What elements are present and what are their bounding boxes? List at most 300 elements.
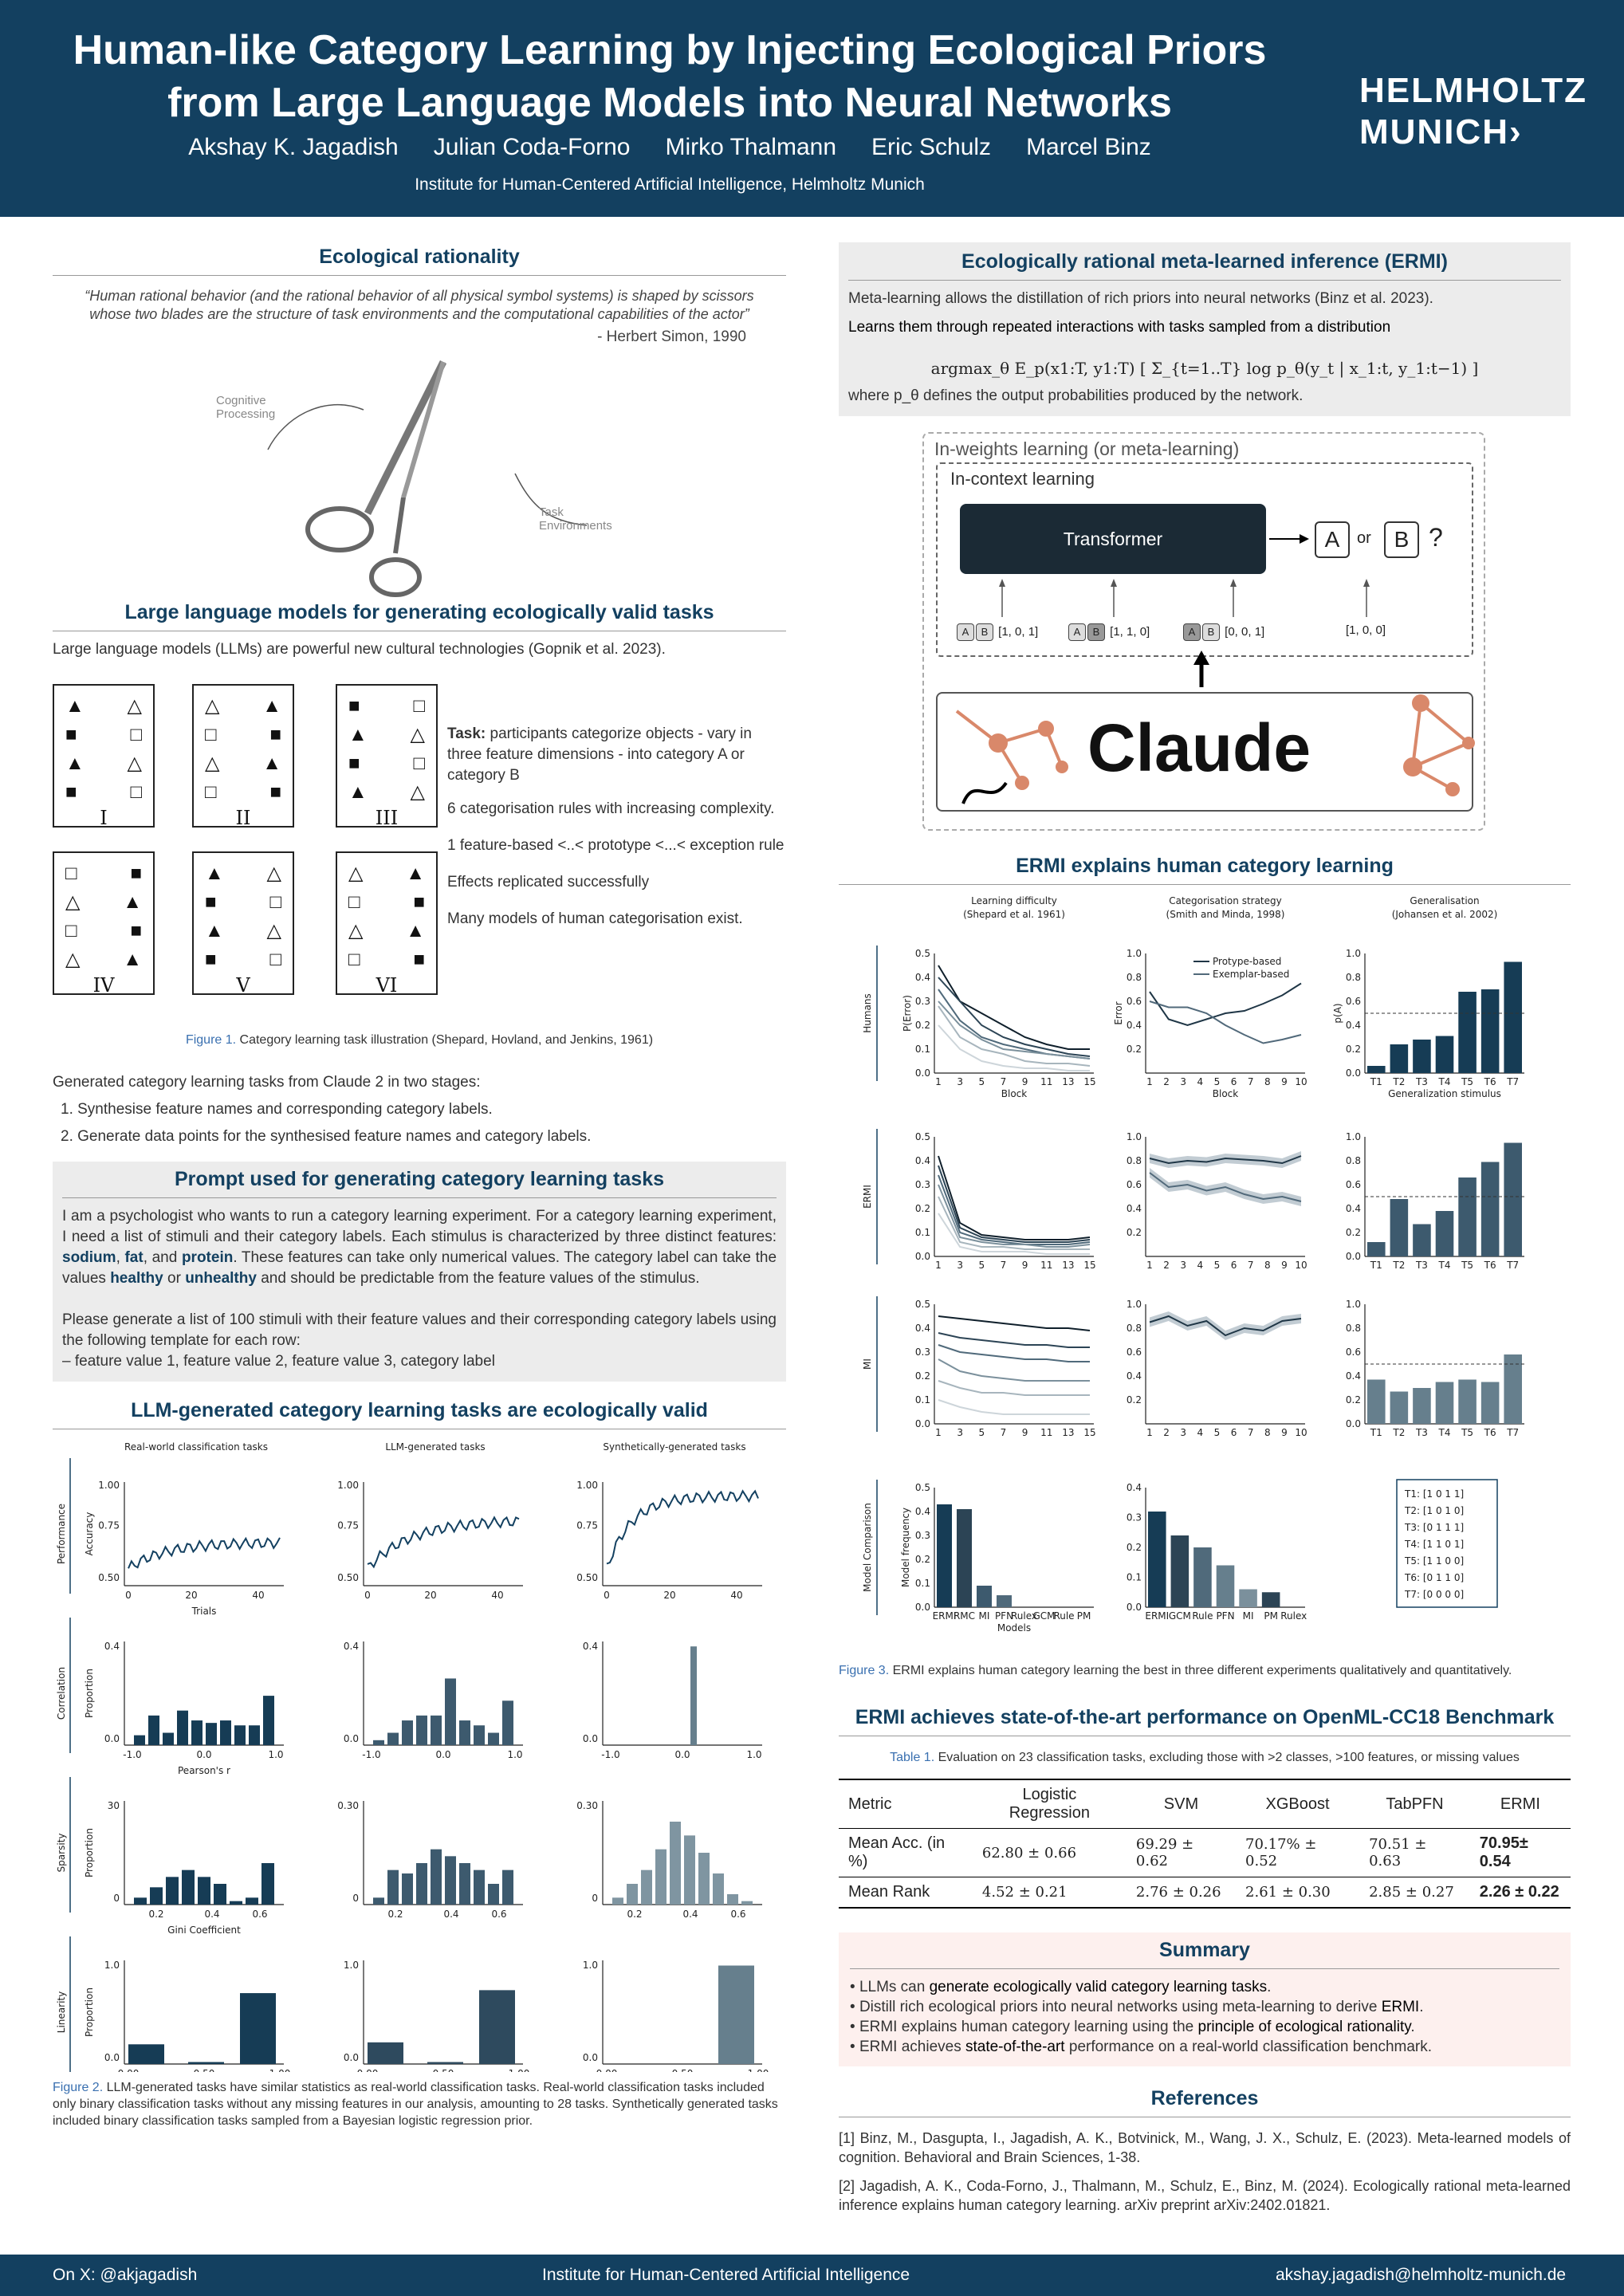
prompt-p1c: and should be predictable from the feature values of the stimulus.	[261, 1270, 700, 1287]
summary-highlight: principle of ecological rationality	[1197, 2019, 1411, 2035]
tick-label: 1.0	[1345, 948, 1361, 959]
tick-label: 0.2	[914, 1203, 930, 1214]
table-cell: 70.95± 0.54	[1479, 1834, 1528, 1870]
label-cognitive: Cognitive Processing	[216, 394, 276, 421]
hist-bar	[234, 1725, 246, 1745]
tick-label: 0.2	[1345, 1227, 1361, 1238]
stimulus-code: T7: [0 0 0 0]	[1405, 1589, 1465, 1600]
task-text: participants categorize objects - vary in three feature dimensions - into category A or category B	[447, 725, 752, 784]
shape-row	[205, 888, 281, 917]
model-tick: GCM	[1168, 1610, 1191, 1622]
ermi-box	[839, 242, 1571, 416]
panel	[344, 1641, 523, 1760]
model-tick: PM	[1076, 1610, 1091, 1622]
shape-icon: □	[205, 781, 217, 803]
tick-label: 0.0	[582, 2052, 598, 2063]
shape-icon: △	[266, 863, 281, 884]
strategy-line	[1150, 1173, 1301, 1201]
tick-label: 0.2	[627, 1909, 643, 1920]
right-column	[839, 231, 1571, 2215]
tick-label: 0.2	[914, 1020, 930, 1031]
shape-icon: □	[269, 891, 281, 913]
table-cell: 69.29 ± 0.62	[1135, 1836, 1194, 1869]
tick-label: T1	[1370, 1076, 1382, 1087]
shape-icon: △	[205, 695, 220, 717]
stimulus-code: T2: [1 0 1 0]	[1405, 1505, 1465, 1516]
summary-item: • Distill rich ecological priors into neural networks using meta-learning to derive ERMI.	[850, 1999, 1424, 2015]
tick-label: 0.75	[337, 1520, 359, 1531]
tick-label: 1	[1146, 1076, 1153, 1087]
architecture-diagram	[839, 432, 1571, 855]
x-label: Trials	[191, 1606, 217, 1617]
section-title-refs: References	[839, 2087, 1571, 2117]
tick-label: 20	[663, 1590, 676, 1601]
poster-title	[32, 24, 1307, 129]
tick-label: T2	[1393, 1260, 1406, 1271]
tick-label: 7	[1247, 1427, 1254, 1438]
reference: [1] Binz, M., Dasgupta, I., Jagadish, A. K., Botvinick, M., Wang, J. X., Schulz, E. (2023). Meta-learned models of cognition. Behavioral and Brain Sciences, 1-38.	[839, 2130, 1571, 2165]
difficulty-line	[938, 1316, 1090, 1331]
table-cell: 2.76 ± 0.26	[1135, 1884, 1221, 1901]
tick-label: 9	[1021, 1427, 1028, 1438]
shape-icon: △	[348, 863, 364, 884]
prompt-p2: Please generate a list of 100 stimuli with their feature values and their corresponding category labels using the following template for each row:	[62, 1311, 777, 1349]
table-1-caption	[839, 1749, 1571, 1766]
hist-bar	[220, 1720, 231, 1745]
tick-label: 0.4	[1126, 1020, 1142, 1031]
shape-icon: □	[65, 920, 77, 942]
tick-label	[672, 2068, 694, 2072]
tick-label: 0.4	[914, 1155, 930, 1166]
hist-bar	[684, 1835, 695, 1905]
tick-label: 0.6	[1126, 996, 1142, 1007]
tick-label: T5	[1461, 1076, 1474, 1087]
tick-label: 0.1	[914, 1578, 930, 1589]
tick-label: 8	[1264, 1076, 1271, 1087]
gen-bar	[1504, 1143, 1522, 1257]
tick-label: T3	[1415, 1427, 1428, 1438]
summary-item: • ERMI explains human category learning using the principle of ecological rationality.	[850, 2019, 1415, 2035]
eco-quote-author: - Herbert Simon, 1990	[597, 328, 746, 345]
tick-label: 0.8	[1126, 1155, 1142, 1166]
tick-label: 9	[1281, 1260, 1288, 1271]
strategy-band	[1150, 1151, 1301, 1168]
footer-email[interactable]: akshay.jagadish@helmholtz-munich.de	[1276, 2266, 1567, 2284]
shape-row	[348, 692, 425, 721]
tick-label: T7	[1507, 1076, 1520, 1087]
difficulty-line	[938, 1185, 1090, 1247]
shape-icon: ■	[65, 724, 77, 745]
shape-icon: ■	[269, 724, 281, 745]
footer-twitter[interactable]: On X: @akjagadish	[53, 2266, 198, 2284]
model-freq-bar	[1148, 1512, 1166, 1607]
shepard-card	[192, 851, 294, 995]
tick-label: T4	[1438, 1427, 1451, 1438]
hist-bar	[670, 1822, 681, 1905]
table-cell: 62.80 ± 0.66	[981, 1844, 1077, 1862]
difficulty-panel	[915, 1299, 1096, 1438]
model-tick: PFN	[994, 1610, 1014, 1622]
summary-box	[839, 1932, 1571, 2066]
gen-bar	[1367, 1380, 1386, 1425]
shape-icon: ■	[348, 753, 360, 774]
tick-label: 0.0	[1126, 1602, 1142, 1613]
author: Julian Coda-Forno	[433, 134, 631, 160]
hist-bar	[134, 1897, 147, 1905]
tick-label: 0.4	[1126, 1370, 1142, 1382]
hist-bar	[150, 1887, 163, 1905]
table-cell: Mean Acc. (in %)	[848, 1834, 946, 1870]
difficulty-line	[938, 1359, 1090, 1381]
difficulty-line	[938, 1175, 1090, 1244]
tick-label: 15	[1083, 1260, 1096, 1271]
gen-bar	[1458, 1177, 1477, 1256]
poster-header	[0, 0, 1624, 217]
tick-label: 0.4	[1345, 1203, 1361, 1214]
tick-label	[509, 2068, 530, 2072]
roman-numeral: II	[235, 807, 251, 829]
shape-row	[65, 946, 142, 974]
linearity-bar	[128, 2044, 164, 2064]
col-title: Real-world classification tasks	[124, 1441, 268, 1453]
table-cell: 70.51 ± 0.63	[1369, 1836, 1427, 1869]
model-tick: ERMI	[1145, 1610, 1170, 1622]
x-label: Gini Coefficient	[167, 1924, 241, 1936]
shape-icon: ▲	[406, 920, 425, 942]
tick-label: 10	[1295, 1260, 1307, 1271]
tick-label: 8	[1264, 1427, 1271, 1438]
tick-label: 40	[252, 1590, 265, 1601]
tick-label: 0.1	[914, 1394, 930, 1406]
hist-bar	[502, 1870, 513, 1905]
tick-label: 9	[1281, 1427, 1288, 1438]
label-healthy: healthy	[110, 1270, 163, 1287]
hist-bar	[627, 1884, 638, 1905]
tick-label: 0.30	[576, 1800, 598, 1811]
gen-bar	[1436, 1036, 1454, 1074]
tick-label: 15	[1083, 1427, 1096, 1438]
section-title-human: ERMI explains human category learning	[839, 855, 1571, 885]
summary-text: .	[1267, 1979, 1272, 1995]
linearity-bar	[368, 2042, 403, 2064]
hist-bar	[373, 1740, 384, 1745]
tick-label: -1.0	[123, 1749, 142, 1760]
tag-b: B	[1202, 623, 1220, 641]
tick-label: -1.0	[601, 1749, 620, 1760]
gen-stage: 1. Synthesise feature names and corresponding category labels.	[61, 1101, 493, 1118]
table-cell: 2.85 ± 0.27	[1369, 1884, 1454, 1901]
gen-bar	[1367, 1242, 1386, 1256]
label-unhealthy: unhealthy	[185, 1270, 257, 1287]
gen-bar	[1390, 1199, 1409, 1256]
tick-label: 0	[592, 1893, 598, 1904]
gen-bar	[1413, 1225, 1431, 1257]
figure-2-caption	[53, 2079, 786, 2129]
col-title: Learning difficulty	[971, 895, 1057, 906]
task-point: Many models of human categorisation exist.	[447, 910, 743, 927]
gen-bar	[1413, 1040, 1431, 1073]
shepard-figure	[53, 684, 786, 1027]
panel	[108, 1800, 284, 1920]
row-label: Correlation	[56, 1666, 67, 1720]
reference: [2] Jagadish, A. K., Coda-Forno, J., Thalmann, M., Schulz, E., Binz, M. (2024). Ecologically rational meta-learned inference explains human category learning. arXiv preprint arXiv:2402.01821.	[839, 2178, 1571, 2213]
model-freq-bar	[1262, 1592, 1280, 1607]
shape-icon: ▲	[262, 753, 281, 774]
shape-row	[205, 859, 281, 888]
title-line-1: Human-like Category Learning by Injecting Ecological Priors	[73, 27, 1267, 73]
ermi-line-1: Meta-learning allows the distillation of rich priors into neural networks (Binz et al. 2023).	[848, 290, 1433, 307]
hist-bar	[163, 1733, 174, 1745]
tick-label: 0.0	[582, 1733, 598, 1744]
y-label: Proportion	[84, 1987, 95, 2037]
table-header: XGBoost	[1236, 1779, 1359, 1829]
model-tick: Rule	[1192, 1610, 1213, 1622]
tick-label: 0.2	[1126, 1394, 1142, 1406]
shape-icon: ■	[269, 781, 281, 803]
stimulus-code: T6: [0 1 1 0]	[1405, 1572, 1465, 1583]
shape-row	[348, 721, 425, 749]
shape-icon: □	[413, 695, 425, 717]
tick-label: 0.0	[674, 1749, 690, 1760]
tick-label: 5	[1213, 1260, 1221, 1271]
strategy-panel	[1113, 948, 1307, 1099]
tick-label: 0.0	[914, 1602, 930, 1613]
tick-label: 0.4	[582, 1641, 598, 1652]
summary-text: Distill rich ecological priors into neural networks using meta-learning to derive	[859, 1999, 1382, 2015]
summary-highlight: state-of-the-art	[965, 2038, 1065, 2055]
stimulus-code: T5: [1 1 0 0]	[1405, 1555, 1465, 1567]
panel	[98, 1480, 284, 1601]
table-cell: 2.26 ± 0.22	[1479, 1883, 1559, 1901]
claude-decoration	[839, 432, 1571, 855]
author: Akshay K. Jagadish	[188, 134, 399, 160]
tick-label: 0.0	[1345, 1418, 1361, 1429]
prompt-p1b: . These features can take only numerical values. The category label can take the values	[62, 1249, 777, 1287]
tick-label: 0.3	[914, 996, 930, 1007]
shape-icon: △	[65, 949, 81, 970]
tick-label: 0.0	[343, 2052, 359, 2063]
ermi-formula	[848, 359, 1561, 378]
hist-bar	[387, 1733, 399, 1745]
model-freq-bar	[937, 1504, 952, 1607]
tick-label: 7	[1000, 1076, 1007, 1087]
tick-label: 40	[491, 1590, 504, 1601]
summary-highlight: ERMI	[1381, 1999, 1420, 2015]
difficulty-line	[938, 965, 1090, 1049]
tick-label: 0.8	[1345, 1323, 1361, 1334]
panel	[337, 1480, 523, 1601]
table-cell: Mean Rank	[848, 1883, 930, 1901]
tick-label: 0.8	[1345, 972, 1361, 983]
author: Eric Schulz	[871, 134, 992, 160]
shape-icon: ▲	[65, 695, 85, 717]
input-value: [1, 0, 0]	[1346, 623, 1386, 637]
tick-label: T3	[1415, 1260, 1428, 1271]
valid-figure	[53, 1434, 786, 2072]
accuracy-line	[607, 1491, 758, 1563]
tick-label: 20	[185, 1590, 198, 1601]
tag-b: B	[1087, 623, 1105, 641]
llm-intro: Large language models (LLMs) are powerful new cultural technologies (Gopnik et al. 2023).	[53, 641, 666, 658]
row-label: Model Comparison	[862, 1503, 873, 1592]
figure-1-text: Category learning task illustration (Shepard, Hovland, and Jenkins, 1961)	[239, 1033, 654, 1047]
tick-label: 5	[1213, 1427, 1221, 1438]
hist-bar	[416, 1863, 427, 1905]
row-label: MI	[862, 1358, 873, 1370]
task-label: Task:	[447, 725, 486, 742]
tick-label: 7	[1247, 1076, 1254, 1087]
tick-label	[596, 2068, 618, 2072]
col-title: Generalisation	[1410, 895, 1480, 906]
gen-bar	[1367, 1066, 1386, 1073]
x-label: Pearson's r	[178, 1765, 230, 1776]
tick-label: 1	[935, 1260, 942, 1271]
hist-bar	[230, 1901, 242, 1905]
panel	[583, 1960, 769, 2072]
tick-label: 0.0	[196, 1749, 212, 1760]
tick-label: T6	[1484, 1260, 1496, 1271]
table-header: Metric	[839, 1779, 973, 1829]
input-value: [1, 0, 1]	[998, 625, 1039, 639]
table-row	[839, 1877, 1571, 1909]
tick-label: 0.4	[104, 1641, 120, 1652]
ermi-line-2: Learns them through repeated interactions with tasks sampled from a distribution	[848, 319, 1391, 336]
hist-bar	[134, 1736, 145, 1745]
hist-bar	[249, 1725, 260, 1745]
tick-label: 13	[1062, 1076, 1075, 1087]
hist-bar	[488, 1884, 499, 1905]
tick-label: 0.6	[252, 1909, 268, 1920]
hist-bar	[741, 1901, 753, 1905]
hist-bar	[474, 1870, 485, 1905]
gen-bar	[1413, 1388, 1431, 1424]
col-ref: (Shepard et al. 1961)	[963, 909, 1065, 920]
tick-label: 0.2	[914, 1370, 930, 1382]
shape-icon: ■	[130, 920, 142, 942]
tick-label: 5	[978, 1427, 985, 1438]
tick-label: 1.0	[1126, 1299, 1142, 1310]
table-cell: 70.17% ± 0.52	[1245, 1836, 1317, 1869]
tick-label: 0.2	[1345, 1394, 1361, 1406]
hist-bar	[641, 1870, 652, 1905]
shape-icon: ▲	[406, 863, 425, 884]
tick-label: 2	[1163, 1260, 1170, 1271]
tick-label: 1.0	[507, 1749, 523, 1760]
accuracy-line	[368, 1517, 519, 1567]
col-ref: (Johansen et al. 2002)	[1391, 909, 1498, 920]
table-cell: 4.52 ± 0.21	[981, 1884, 1068, 1901]
shape-row	[348, 888, 425, 917]
shape-row	[65, 917, 142, 946]
model-tick: MI	[978, 1610, 990, 1622]
panel	[104, 1641, 284, 1760]
tick-label: 0.4	[443, 1909, 459, 1920]
tick-label: 20	[424, 1590, 437, 1601]
tick-label: 1	[1146, 1427, 1153, 1438]
panel	[583, 1641, 762, 1760]
tick-label: 0.4	[682, 1909, 698, 1920]
task-point: 1 feature-based <..< prototype <...< exception rule	[447, 837, 784, 854]
y-label: P(Error)	[902, 995, 913, 1032]
output-or: or	[1357, 529, 1371, 547]
tick-label: 0.5	[914, 1482, 930, 1493]
tick-label: 0.75	[98, 1520, 120, 1531]
shape-row	[205, 749, 281, 778]
prompt-or: or	[167, 1270, 181, 1287]
tick-label: 0.4	[1126, 1482, 1142, 1493]
hist-bar	[214, 1884, 226, 1905]
figure-3-text: ERMI explains human category learning the best in three different experiments qualitatively and quantitatively.	[892, 1664, 1512, 1677]
shape-icon: ▲	[65, 753, 85, 774]
tick-label: 0.4	[1126, 1203, 1142, 1214]
generalisation-panel	[1332, 948, 1524, 1099]
tick-label: 3	[957, 1076, 963, 1087]
tick-label: 1.0	[1126, 948, 1142, 959]
shape-icon: □	[65, 863, 77, 884]
tick-label: 11	[1040, 1260, 1053, 1271]
tick-label: 0.4	[914, 972, 930, 983]
tick-label: 0	[604, 1590, 610, 1601]
shape-row	[348, 917, 425, 946]
tick-label: 40	[730, 1590, 743, 1601]
gen-bar	[1458, 992, 1477, 1073]
model-tick: PFN	[1216, 1610, 1235, 1622]
table-1-text: Evaluation on 23 classification tasks, excluding those with >2 classes, >100 features, or missing values	[938, 1751, 1520, 1764]
tick-label: 0	[113, 1893, 120, 1904]
gen-bar	[1481, 989, 1500, 1073]
hist-bar	[445, 1678, 456, 1745]
figure-3-caption	[839, 1662, 1571, 1679]
summary-text: ERMI explains human category learning using the	[859, 2019, 1198, 2035]
model-freq-bar	[1217, 1566, 1235, 1608]
task-description	[447, 724, 790, 786]
figure-2-text: LLM-generated tasks have similar statistics as real-world classification tasks. Real-world classification tasks included only binary classification tasks without any missing features in our analysis, amounting to 28 tasks. Synthetically generated tasks included binary classification tasks sampled from a Bayesian logistic regression prior.	[53, 2081, 778, 2128]
tick-label: 0.50	[337, 1572, 359, 1583]
tick-label: 3	[957, 1260, 963, 1271]
tick-label: T1	[1370, 1427, 1382, 1438]
tick-label: 5	[978, 1076, 985, 1087]
strategy-panel	[1127, 1131, 1307, 1271]
shape-icon: ■	[413, 891, 425, 913]
shape-row	[205, 778, 281, 807]
gen-intro: Generated category learning tasks from Claude 2 in two stages:	[53, 1074, 481, 1091]
tick-label: 0.0	[104, 2052, 120, 2063]
hist-bar	[488, 1733, 499, 1745]
hist-bar	[416, 1716, 427, 1745]
tick-label: 4	[1197, 1260, 1204, 1271]
legend-label: Exemplar-based	[1213, 969, 1290, 980]
summary-list	[850, 1977, 1559, 2057]
model-comparison-panel-1	[900, 1482, 1094, 1634]
strategy-line	[1150, 1001, 1301, 1044]
tick-label: T6	[1484, 1427, 1496, 1438]
tick-label	[194, 2068, 215, 2072]
output-question: ?	[1429, 523, 1443, 552]
tick-label: 1.0	[582, 1960, 598, 1971]
tick-label: T5	[1461, 1260, 1474, 1271]
human-figure	[839, 890, 1571, 1655]
figure-1-caption	[53, 1032, 786, 1048]
difficulty-line	[938, 1381, 1090, 1395]
hist-bar	[474, 1725, 485, 1745]
table-header: ERMI	[1470, 1779, 1571, 1829]
author-list	[32, 134, 1307, 161]
left-column	[53, 231, 786, 2129]
tick-label: -1.0	[362, 1749, 381, 1760]
tick-label: 0.0	[343, 1733, 359, 1744]
tick-label: 1.00	[337, 1480, 359, 1491]
tick-label: 3	[957, 1427, 963, 1438]
